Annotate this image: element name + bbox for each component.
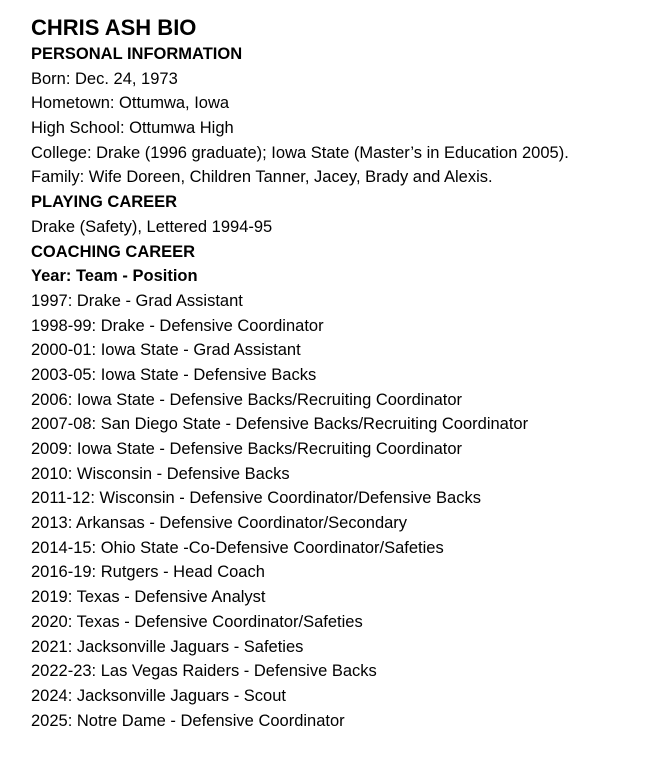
- personal-information-section: [31, 42, 656, 190]
- playing-career-heading: PLAYING CAREER: [31, 193, 178, 212]
- coaching-career-entry: 2003-05: Iowa State - Defensive Backs: [31, 365, 317, 384]
- personal-information-heading: PERSONAL INFORMATION: [31, 45, 243, 63]
- coaching-career-entry: 2025: Notre Dame - Defensive Coordinator: [31, 711, 345, 730]
- family-line: Family: Wife Doreen, Children Tanner, Jacey, Brady and Alexis.: [31, 168, 493, 187]
- high-school-line: High School: Ottumwa High: [31, 119, 234, 138]
- coaching-career-entry: 2020: Texas - Defensive Coordinator/Safeties: [31, 612, 363, 631]
- coaching-career-entry: 2007-08: San Diego State - Defensive Backs/Recruiting Coordinator: [31, 415, 529, 434]
- coaching-career-entry: 2022-23: Las Vegas Raiders - Defensive Backs: [31, 662, 377, 681]
- coaching-career-entry: 1997: Drake - Grad Assistant: [31, 291, 243, 310]
- coaching-career-entry: 2011-12: Wisconsin - Defensive Coordinator/Defensive Backs: [31, 489, 481, 508]
- coaching-career-entry: 2000-01: Iowa State - Grad Assistant: [31, 341, 301, 360]
- hometown-line: Hometown: Ottumwa, Iowa: [31, 94, 230, 113]
- bio-document: [31, 15, 656, 733]
- playing-career-entry: Drake (Safety), Lettered 1994-95: [31, 217, 273, 236]
- born-line: Born: Dec. 24, 1973: [31, 69, 178, 88]
- coaching-career-section: [31, 240, 656, 734]
- coaching-career-entry: 2014-15: Ohio State -Co-Defensive Coordinator/Safeties: [31, 538, 444, 557]
- coaching-career-heading: COACHING CAREER: [31, 242, 196, 261]
- coaching-career-entry: 2010: Wisconsin - Defensive Backs: [31, 464, 290, 483]
- coaching-career-entry: 2016-19: Rutgers - Head Coach: [31, 563, 265, 582]
- coaching-career-entry: 1998-99: Drake - Defensive Coordinator: [31, 316, 324, 335]
- page-title: CHRIS ASH BIO: [31, 15, 197, 40]
- coaching-career-entry: 2009: Iowa State - Defensive Backs/Recruiting Coordinator: [31, 440, 463, 458]
- coaching-career-entry: 2006: Iowa State - Defensive Backs/Recruiting Coordinator: [31, 390, 463, 409]
- playing-career-section: [31, 190, 656, 239]
- coaching-career-entry: 2024: Jacksonville Jaguars - Scout: [31, 686, 286, 705]
- coaching-career-entry: 2021: Jacksonville Jaguars - Safeties: [31, 637, 304, 656]
- college-line: College: Drake (1996 graduate); Iowa State (Master’s in Education 2005).: [31, 143, 569, 162]
- coaching-career-entry: 2013: Arkansas - Defensive Coordinator/Secondary: [31, 514, 408, 533]
- coaching-career-list: [31, 289, 656, 733]
- coaching-career-entry: 2019: Texas - Defensive Analyst: [31, 588, 266, 607]
- coaching-column-header: Year: Team - Position: [31, 267, 198, 286]
